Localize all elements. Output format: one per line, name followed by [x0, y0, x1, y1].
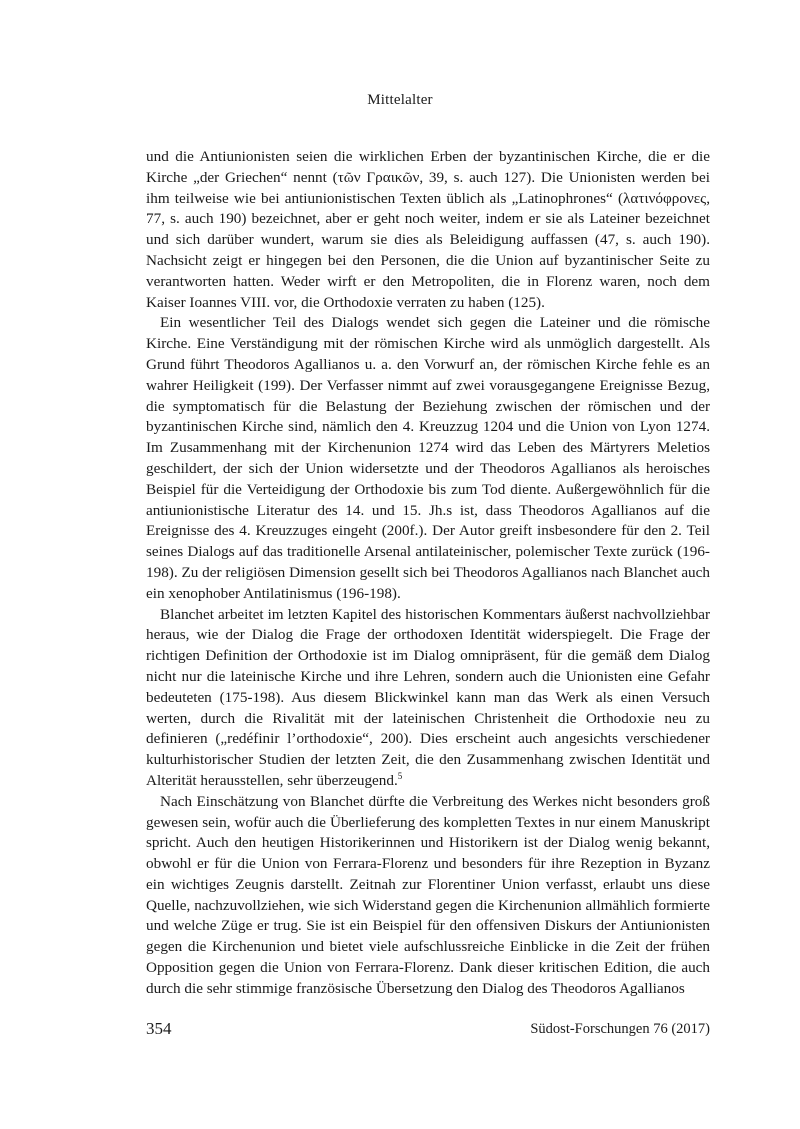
page-number: 354 — [146, 1019, 172, 1038]
running-head: Mittelalter — [367, 92, 433, 108]
paragraph-4: Nach Einschätzung von Blanchet dürfte die Verbreitung des Werkes nicht besonders groß gewesen sein, wofür auch die Überlieferung des kompletten Textes in nur einem Manuskript spricht. Auch den heutigen Historikerinnen und Historikern ist der Dialog wenig bekannt, obwohl er für die Union von Ferrara-Florenz und besonders für ihre Rezeption in Byzanz ein wichtiges Zeugnis darstellt. Zeitnah zur Florentiner Union verfasst, erlaubt uns diese Quelle, nachzuvollziehen, wie sich Widerstand gegen die Kirchenunion allmählich formierte und welche Züge er trug. Sie ist ein Beispiel für den offensiven Diskurs der Antiunionisten gegen die Kirchenunion und bietet viele aufschlussreiche Einblicke in die Zeit der frühen Opposition gegen die Union von Ferrara-Florenz. Dank dieser kritischen Edition, die auch durch die sehr stimmige französische Übersetzung den Dialog des Theodoros Agallianos — [146, 792, 710, 997]
paragraph-1: und die Antiunionisten seien die wirklichen Erben der byzantinischen Kirche, die er die Kirche „der Griechen“ nennt (τῶν Γραικῶν, 39, s. auch 127). Die Unionisten werden bei ihm teilweise wie bei antiunionistischen Texten üblich als „Latinophrones“ (λατινόφρονες, 77, s. auch 190) bezeichnet, aber er geht noch weiter, indem er sie als Lateiner bezeichnet und sich darüber wundert, warum sie dies als Beleidigung auffassen (47, s. auch 190). Nachsicht zeigt er hingegen bei den Personen, die die Union auf byzantinischer Seite zu verantworten hatten. Weder wirft er den Metropoliten, die in Florenz waren, noch dem Kaiser Ioannes VIII. vor, die Orthodoxie verraten zu haben (125). — [146, 148, 710, 311]
paragraph-2: Ein wesentlicher Teil des Dialogs wendet sich gegen die Lateiner und die römische Kirche. Eine Verständigung mit der römischen Kirche wird als unmöglich dargestellt. Als Grund führt Theodoros Agallianos u. a. den Vorwurf an, der römischen Kirche fehle es an wahrer Heiligkeit (199). Der Verfasser nimmt auf zwei vorausgegangene Ereignisse Bezug, die symptomatisch für die Belastung der Beziehung zwischen der römischen und der byzantinischen Kirche sind, nämlich den 4. Kreuzzug 1204 und die Union von Lyon 1274. Im Zusammenhang mit der Kirchenunion 1274 wird das Leben des Märtyrers Meletios geschildert, der sich der Union widersetzte und der Theodoros Agallianos als heroisches Beispiel für die Verteidigung der Orthodoxie bis zum Tod diente. Außergewöhnlich für die antiunionistische Literatur des 14. und 15. Jh.s ist, dass Theodoros Agallianos auf die Ereignisse des 4. Kreuzzuges eingeht (200f.). Der Autor greift insbesondere für den 2. Teil seines Dialogs auf das traditionelle Arsenal antilateinischer, polemischer Texte zurück (196-198). Zu der religiösen Dimension gesellt sich bei Theodoros Agallianos nach Blanchet auch ein xenophober Antilatinismus (196-198). — [146, 314, 710, 602]
footnote-reference[interactable]: 5 — [397, 770, 403, 781]
body-text — [146, 147, 710, 1000]
journal-citation: Südost-Forschungen 76 (2017) — [530, 1021, 710, 1037]
paragraph-3-text: Blanchet arbeitet im letzten Kapitel des historischen Kommentars äußerst nachvollziehbar heraus, wie der Dialog die Frage der orthodoxen Identität widerspiegelt. Die Frage der richtigen Definition der Orthodoxie ist im Dialog omnipräsent, für die gemäß dem Dialog nicht nur die lateinische Kirche und ihre Lehren, sondern auch die Unionisten eine Gefahr bedeuteten (175-198). Aus diesem Blickwinkel kann man das Werk als einen Versuch werten, durch die Rivalität mit der lateinischen Christenheit die Orthodoxie neu zu definieren („redéfinir l’orthodoxie“, 200). Dies erscheint auch angesichts verschiedener kulturhistorischer Studien der letzten Zeit, die den Zusammenhang zwischen Identität und Alterität herausstellen, sehr überzeugend. — [146, 605, 710, 789]
paragraph-3 — [146, 605, 710, 792]
